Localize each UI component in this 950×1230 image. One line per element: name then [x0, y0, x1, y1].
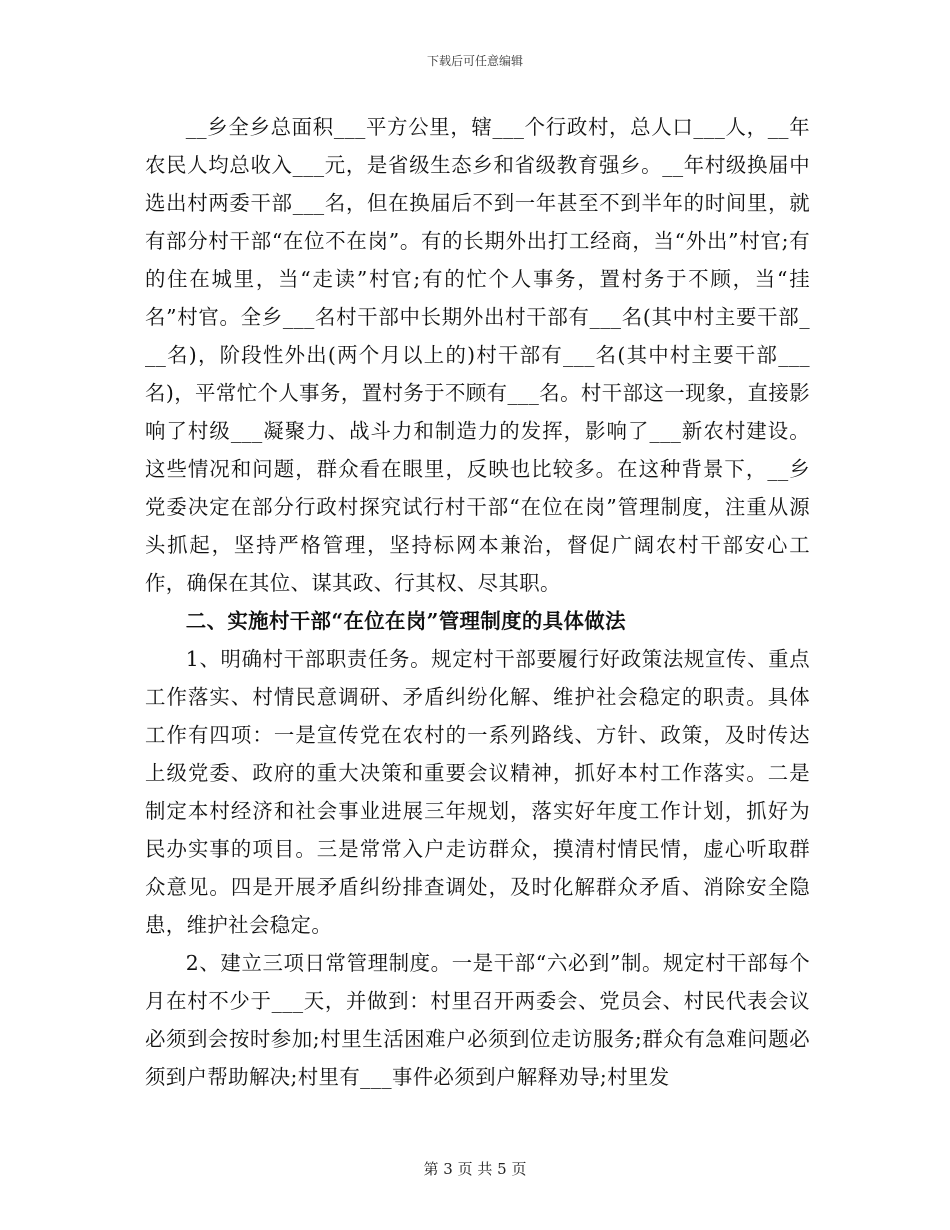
page-footer: 第 3 页 共 5 页 — [423, 1160, 527, 1178]
document-body — [145, 108, 810, 1096]
page-header: 下载后可任意编辑 — [426, 54, 523, 68]
section-heading-2: 二、实施村干部“在位在岗”管理制度的具体做法 — [185, 609, 626, 633]
paragraph-management-system: 2、建立三项日常管理制度。一是干部“六必到”制。规定村干部每个月在村不少于___天，并做到：村里召开两委会、党员会、村民代表会议必须到会按时参加;村里生活困难户必须到位走访服务;群众有急难问题必须到户帮助解决;村里有___事件必须到户解释劝导;村里发 — [145, 951, 810, 1089]
paragraph-background: __乡全乡总面积___平方公里，辖___个行政村，总人口___人，__年农民人均总收入___元，是省级生态乡和省级教育强乡。__年村级换届中选出村两委干部___名，但在换届后不到一年甚至不到半年的时间里，就有部分村干部“在位不在岗”。有的长期外出打工经商，当“外出”村官;有的住在城里，当“走读”村官;有的忙个人事务，置村务于不顾，当“挂名”村官。全乡___名村干部中长期外出村干部有___名(其中村主要干部___名)，阶段性外出(两个月以上的)村干部有___名(其中村主要干部___名)，平常忙个人事务，置村务于不顾有___名。村干部这一现象，直接影响了村级___凝聚力、战斗力和制造力的发挥，影响了___新农村建设。这些情况和问题，群众看在眼里，反映也比较多。在这种背景下，__乡党委决定在部分行政村探究试行村干部“在位在岗”管理制度，注重从源头抓起，坚持严格管理，坚持标网本兼治，督促广阔农村干部安心工作，确保在其位、谋其政、行其权、尽其职。 — [145, 115, 810, 595]
paragraph-duties: 1、明确村干部职责任务。规定村干部要履行好政策法规宣传、重点工作落实、村情民意调研、矛盾纠纷化解、维护社会稳定的职责。具体工作有四项：一是宣传党在农村的一系列路线、方针、政策，及时传达上级党委、政府的重大决策和重要会议精神，抓好本村工作落实。二是制定本村经济和社会事业进展三年规划，落实好年度工作计划，抓好为民办实事的项目。三是常常入户走访群众，摸清村情民情，虚心听取群众意见。四是开展矛盾纠纷排查调处，及时化解群众矛盾、消除安全隐患，维护社会稳定。 — [145, 647, 810, 937]
